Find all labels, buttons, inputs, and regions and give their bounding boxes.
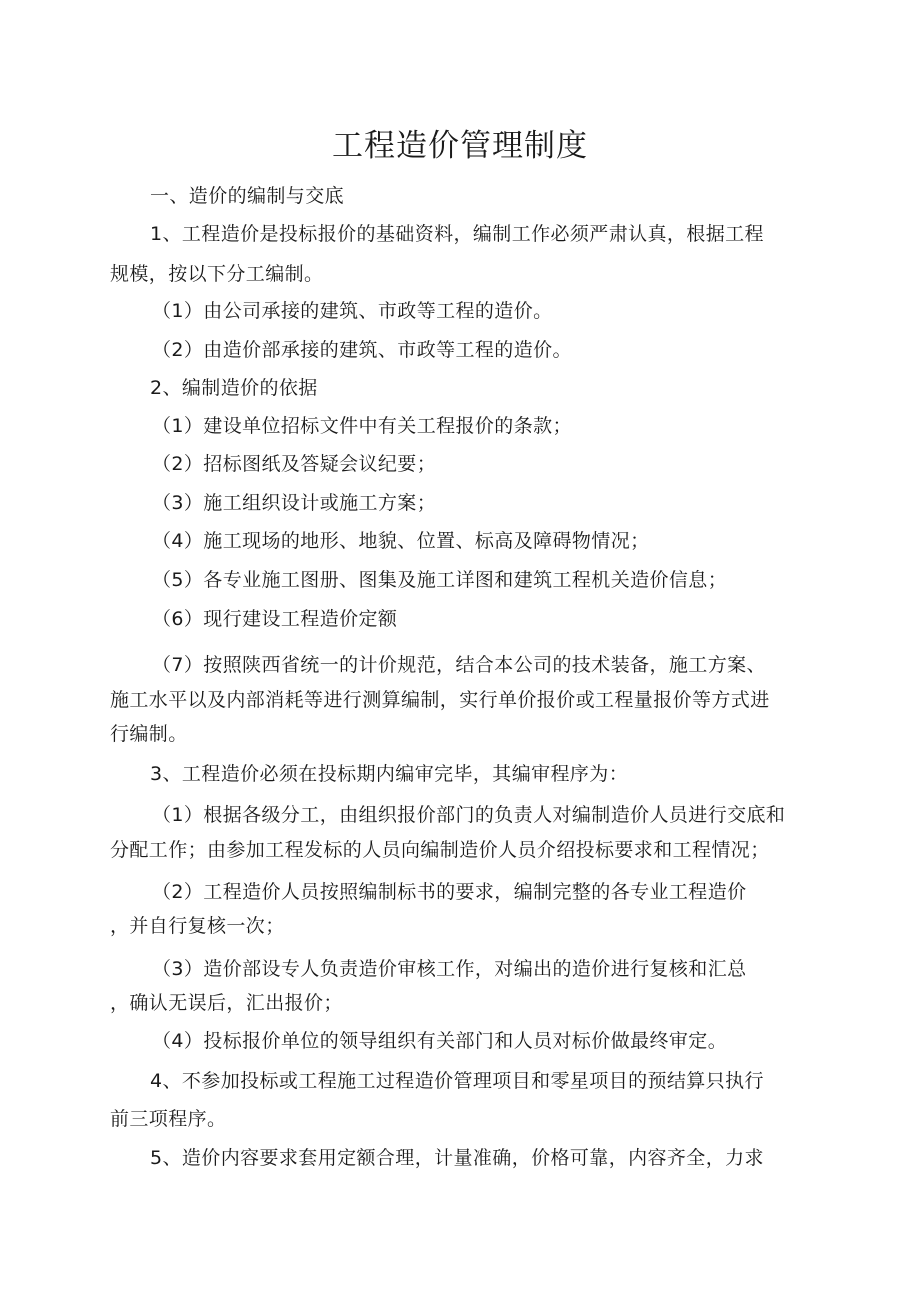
paragraph-line: 前三项程序。 (110, 1108, 227, 1130)
list-item: （1）由公司承接的建筑、市政等工程的造价。 (152, 300, 553, 322)
paragraph-line: 行编制。 (110, 723, 188, 745)
list-item: （5）各专业施工图册、图集及施工详图和建筑工程机关造价信息； (152, 569, 728, 591)
list-item: （2）招标图纸及答疑会议纪要； (152, 453, 437, 475)
list-item: （1）建设单位招标文件中有关工程报价的条款； (152, 415, 572, 437)
paragraph-line: 1、工程造价是投标报价的基础资料，编制工作必须严肃认真，根据工程 (150, 223, 764, 245)
paragraph-line: 2、编制造价的依据 (150, 377, 318, 399)
paragraph-line: 3、工程造价必须在投标期内编审完毕，其编审程序为： (150, 763, 629, 785)
list-item: （6）现行建设工程造价定额 (152, 608, 398, 630)
list-item: （1）根据各级分工，由组织报价部门的负责人对编制造价人员进行交底和 (152, 804, 786, 826)
paragraph-line: 规模，按以下分工编制。 (110, 263, 324, 285)
list-item: （2）由造价部承接的建筑、市政等工程的造价。 (152, 339, 572, 361)
list-item: （4）投标报价单位的领导组织有关部门和人员对标价做最终审定。 (152, 1030, 728, 1052)
paragraph-line: 分配工作；由参加工程发标的人员向编制造价人员介绍投标要求和工程情况； (110, 839, 770, 861)
list-item: （3）造价部设专人负责造价审核工作，对编出的造价进行复核和汇总 (152, 958, 747, 980)
list-item: （3）施工组织设计或施工方案； (152, 492, 437, 514)
paragraph-line: ，并自行复核一次； (110, 915, 285, 937)
list-item: （7）按照陕西省统一的计价规范，结合本公司的技术装备，施工方案、 (152, 654, 766, 676)
paragraph-line: 施工水平以及内部消耗等进行测算编制，实行单价报价或工程量报价等方式进 (110, 689, 770, 711)
paragraph-line: 5、造价内容要求套用定额合理，计量准确，价格可靠，内容齐全，力求 (150, 1147, 764, 1169)
list-item: （2）工程造价人员按照编制标书的要求，编制完整的各专业工程造价 (152, 881, 747, 903)
paragraph-line: ，确认无误后，汇出报价； (110, 992, 343, 1014)
list-item: （4）施工现场的地形、地貌、位置、标高及障碍物情况； (152, 530, 650, 552)
section-heading: 一、造价的编制与交底 (150, 185, 345, 207)
document-title: 工程造价管理制度 (332, 128, 588, 164)
paragraph-line: 4、不参加投标或工程施工过程造价管理项目和零星项目的预结算只执行 (150, 1070, 764, 1092)
